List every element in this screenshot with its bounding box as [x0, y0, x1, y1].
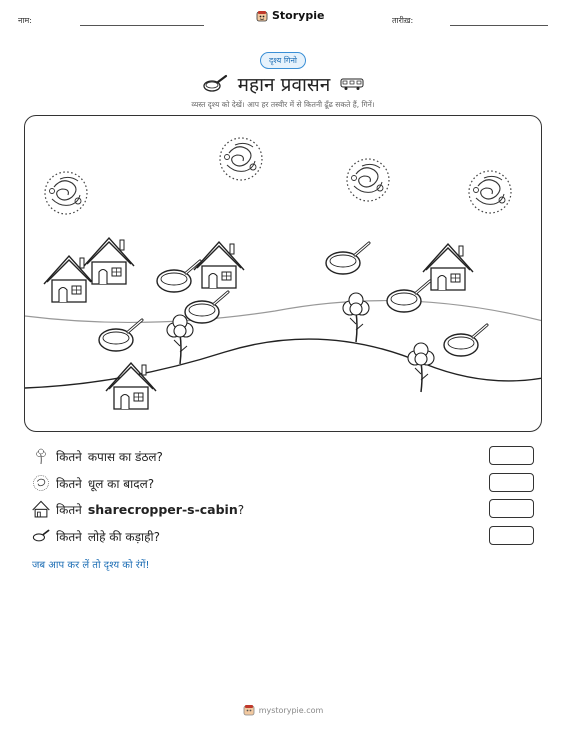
frying-pan-10 [157, 261, 200, 292]
question-pan [32, 527, 160, 545]
storypie-icon [243, 704, 255, 716]
frying-pan-13 [387, 281, 430, 312]
footer [0, 704, 566, 716]
date-label: तारीख़: [392, 16, 414, 25]
scene-panel [24, 115, 542, 432]
dust-cloud-4 [469, 171, 511, 213]
answer-box-dust[interactable] [489, 473, 534, 492]
frying-pan-14 [99, 320, 142, 351]
frying-pan-icon [32, 527, 50, 545]
cotton-stalk-icon [32, 447, 50, 465]
date-line[interactable] [450, 25, 548, 26]
brand-name: Storypie [272, 9, 325, 22]
question-item: धूल का बादल? [87, 476, 155, 491]
question-cotton [32, 447, 163, 465]
storypie-icon [256, 10, 268, 22]
dust-cloud-icon [32, 474, 50, 492]
frying-pan-icon [202, 74, 228, 94]
train-icon [340, 77, 364, 91]
cabin-6 [84, 238, 134, 284]
page-title: महान प्रवासन [237, 74, 331, 96]
title-row [0, 71, 566, 97]
question-item: लोहे की कड़ाही? [87, 529, 160, 544]
question-cabin [32, 500, 244, 518]
question-suffix: ? [237, 502, 245, 517]
cabin-9 [106, 363, 156, 409]
dust-cloud-3 [347, 159, 389, 201]
question-prefix: कितने [56, 529, 82, 544]
answer-box-cotton[interactable] [489, 446, 534, 465]
cabin-8 [423, 244, 473, 290]
cotton-stalk-18 [408, 343, 434, 392]
footer-site: mystorypie.com [258, 705, 324, 715]
cabin-icon [32, 500, 50, 518]
cabin-7 [194, 242, 244, 288]
color-instruction: जब आप कर लें तो दृश्य को रंगें! [32, 560, 150, 571]
name-label: नाम: [18, 16, 32, 25]
question-prefix: कितने [56, 502, 82, 517]
frying-pan-15 [444, 325, 487, 356]
answer-box-cabin[interactable] [489, 499, 534, 518]
scene-illustration [25, 116, 542, 432]
dust-cloud-2 [45, 172, 87, 214]
question-prefix: कितने [56, 449, 82, 464]
question-item: कपास का डंठल? [87, 449, 163, 464]
question-prefix: कितने [56, 476, 82, 491]
answer-box-pan[interactable] [489, 526, 534, 545]
name-line[interactable] [80, 25, 204, 26]
scene-count-badge: दृश्य गिनो [260, 52, 306, 69]
frying-pan-11 [326, 243, 369, 274]
instructions: व्यस्त दृश्य को देखें। आप हर तस्वीर में से कितनी ढूँढ सकते हैं, गिनें। [191, 100, 375, 109]
question-dust [32, 474, 154, 492]
dust-cloud-1 [220, 138, 262, 180]
question-item: sharecropper-s-cabin [87, 501, 238, 517]
cotton-stalk-17 [167, 315, 193, 364]
brand-logo [256, 9, 324, 22]
